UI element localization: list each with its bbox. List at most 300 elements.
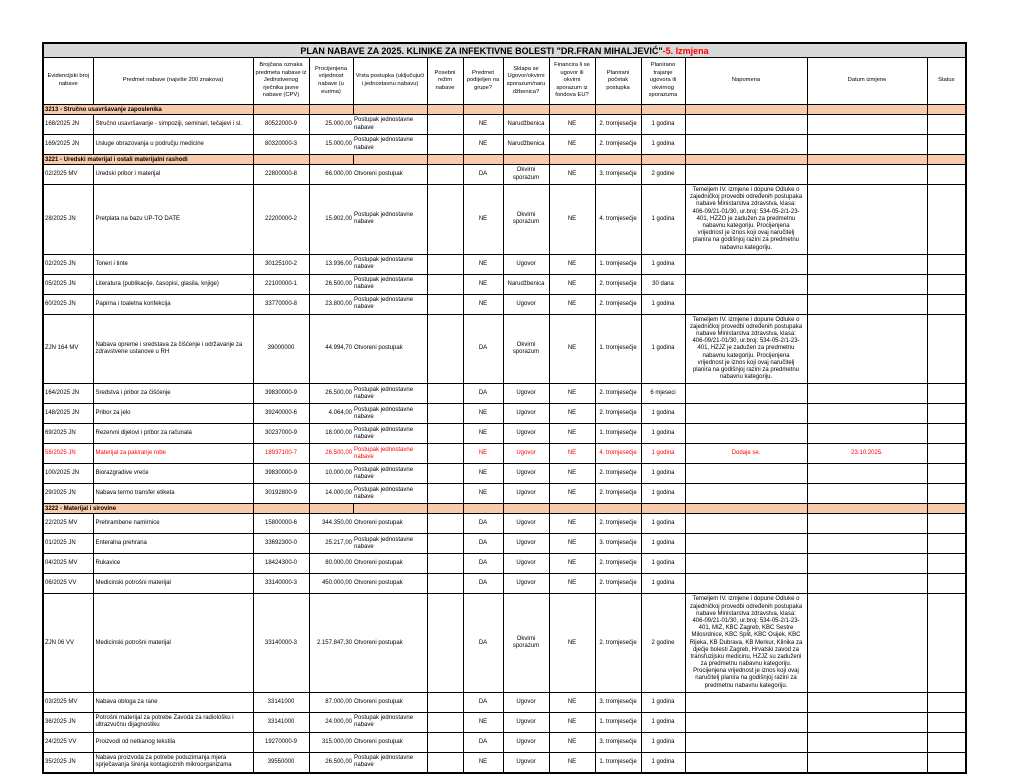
column-header: Posebni režim nabave [427,58,463,105]
section-cell [685,105,807,115]
cell-predmet: Uredski pribor i materijal [93,165,253,185]
cell-trajanje: 1 godina [641,534,685,554]
table-row [43,115,966,135]
page-title-main: PLAN NABAVE ZA 2025. KLINIKE ZA INFEKTIVNE BOLESTI "DR.FRAN MIHALJEVIĆ" [300,45,663,56]
cell-cpv: 30125100-2 [253,254,309,274]
cell-id: 05/2025 JN [43,274,93,294]
section-cell [807,105,927,115]
cell-eu: NE [549,135,595,155]
cell-trajanje: 1 godina [641,464,685,484]
section-cell [503,155,549,165]
cell-status [927,115,966,135]
cell-vrsta: Otvoreni postupak [353,554,427,574]
cell-trajanje: 2 godine [641,165,685,185]
cell-id: 58/2025 JN [43,444,93,464]
cell-cpv: 18424300-0 [253,554,309,574]
cell-rezim [427,294,463,314]
cell-trajanje: 2 godine [641,594,685,692]
cell-id: ZJN 06 VV [43,594,93,692]
cell-vrijednost: 2.157.847,30 [309,594,353,692]
cell-id: ZJN 164 MV [43,314,93,384]
cell-grupe: NE [463,444,503,464]
cell-pocetak: 3. tromjesečje [595,692,641,712]
cell-status [927,484,966,504]
cell-predmet: Toneri i tinte [93,254,253,274]
cell-rezim [427,594,463,692]
cell-id: 02/2025 JN [43,254,93,274]
column-header: Planirano trajanje ugovora ili okvirnog sporazuma [641,58,685,105]
cell-predmet: Stručno usavršavanje - simpoziji, seminari, tečajevi i sl. [93,115,253,135]
section-cell [595,504,641,514]
cell-status [927,732,966,752]
cell-cpv: 39830000-9 [253,384,309,404]
cell-sklapa: Ugovor [503,514,549,534]
cell-vrsta: Postupak jednostavne nabave [353,464,427,484]
cell-eu: NE [549,404,595,424]
cell-datum [807,135,927,155]
cell-cpv: 30192800-9 [253,484,309,504]
cell-id: 03/2025 MV [43,692,93,712]
section-cell [595,105,641,115]
cell-trajanje: 6 mjeseci [641,384,685,404]
cell-datum [807,752,927,773]
section-cell [253,155,309,165]
cell-napomena [685,534,807,554]
cell-rezim [427,712,463,732]
cell-id: 36/2025 JN [43,712,93,732]
section-cell [549,155,595,165]
cell-datum: 23.10.2025. [807,444,927,464]
cell-rezim [427,115,463,135]
cell-cpv: 22200000-2 [253,185,309,255]
cell-napomena: Dodaje se. [685,444,807,464]
cell-datum [807,574,927,594]
cell-vrsta: Otvoreni postupak [353,514,427,534]
cell-status [927,274,966,294]
cell-sklapa: Ugovor [503,254,549,274]
cell-grupe: DA [463,384,503,404]
cell-status [927,574,966,594]
cell-vrsta: Postupak jednostavne nabave [353,274,427,294]
cell-vrsta: Postupak jednostavne nabave [353,384,427,404]
cell-sklapa: Ugovor [503,424,549,444]
table-row [43,692,966,712]
cell-id: 04/2025 MV [43,554,93,574]
section-cell [503,504,549,514]
cell-datum [807,554,927,574]
section-cell [463,504,503,514]
cell-datum [807,274,927,294]
table-row [43,404,966,424]
cell-datum [807,314,927,384]
cell-trajanje: 1 godina [641,554,685,574]
cell-napomena [685,384,807,404]
cell-id: 69/2025 JN [43,424,93,444]
cell-id: 100/2025 JN [43,464,93,484]
cell-predmet: Nabava opreme i sredstava za čišćenje i održavanje za zdravstvene ustanove u RH [93,314,253,384]
cell-vrijednost: 26.500,00 [309,752,353,773]
cell-id: 02/2025 MV [43,165,93,185]
cell-grupe: NE [463,484,503,504]
cell-trajanje: 1 godina [641,444,685,464]
cell-status [927,254,966,274]
cell-vrsta: Postupak jednostavne nabave [353,115,427,135]
cell-eu: NE [549,484,595,504]
cell-eu: NE [549,752,595,773]
cell-pocetak: 1. tromjesečje [595,314,641,384]
cell-trajanje: 1 godina [641,185,685,255]
cell-datum [807,384,927,404]
cell-vrijednost: 26.500,00 [309,274,353,294]
cell-vrsta: Postupak jednostavne nabave [353,752,427,773]
cell-sklapa: Ugovor [503,752,549,773]
cell-predmet: Nabava obloga za rane [93,692,253,712]
cell-predmet: Potrošni materijal za potrebe Zavoda za radiološku i ultrazvučnu dijagnostiku [93,712,253,732]
cell-rezim [427,274,463,294]
cell-pocetak: 2. tromjesečje [595,135,641,155]
cell-napomena [685,484,807,504]
cell-vrsta: Postupak jednostavne nabave [353,424,427,444]
table-row [43,254,966,274]
cell-id: 164/2025 JN [43,384,93,404]
cell-vrijednost: 315.000,00 [309,732,353,752]
cell-cpv: 15800000-6 [253,514,309,534]
cell-pocetak: 2. tromjesečje [595,294,641,314]
table-row [43,484,966,504]
cell-pocetak: 2. tromjesečje [595,404,641,424]
cell-cpv: 33692300-0 [253,534,309,554]
cell-sklapa: Ugovor [503,404,549,424]
cell-cpv: 33770000-8 [253,294,309,314]
section-cell [309,155,353,165]
cell-cpv: 39000000 [253,314,309,384]
cell-napomena [685,115,807,135]
cell-napomena: Temeljem IV. izmjene i dopune Odluke o zajedničkoj provedbi određenih postupaka nabave Ministarstva zdravstva, klasa: 406-09/21-01/30, ur.broj: 534-05-2/1-23-401, HZZO je zadužen za predmetnu nabavnu kategoriju. Procijenjena vrijednost je iznos koji ovaj naručitelj planira na godišnjoj razini za predmetnu nabavnu kategoriju. [685,185,807,255]
cell-sklapa: Ugovor [503,384,549,404]
cell-sklapa: Ugovor [503,712,549,732]
cell-sklapa: Okvirni sporazum [503,165,549,185]
column-header: Planirani početak postupka [595,58,641,105]
cell-rezim [427,424,463,444]
section-cell [353,105,427,115]
cell-grupe: DA [463,574,503,594]
cell-pocetak: 2. tromjesečje [595,464,641,484]
cell-sklapa: Okvirni sporazum [503,594,549,692]
cell-rezim [427,732,463,752]
cell-napomena [685,712,807,732]
cell-status [927,314,966,384]
column-header: Financira li se ugovor ili okvirni sporazum iz fondova EU? [549,58,595,105]
cell-datum [807,424,927,444]
cell-vrijednost: 13.936,00 [309,254,353,274]
table-row [43,752,966,773]
cell-napomena [685,165,807,185]
cell-rezim [427,752,463,773]
cell-vrijednost: 26.500,00 [309,444,353,464]
cell-trajanje: 1 godina [641,115,685,135]
column-header: Brojčana oznaka predmeta nabave iz Jedinstvenog rječnika javne nabave (CPV) [253,58,309,105]
column-header: Predmet nabave (najviše 200 znakova) [93,58,253,105]
section-cell [641,105,685,115]
section-row [43,105,966,115]
cell-cpv: 39550000 [253,752,309,773]
cell-status [927,464,966,484]
table-row [43,444,966,464]
cell-datum [807,712,927,732]
table-row [43,135,966,155]
section-cell [595,155,641,165]
title-row [43,43,966,58]
cell-predmet: Materijal za pakiranje robe [93,444,253,464]
cell-eu: NE [549,185,595,255]
cell-pocetak: 2. tromjesečje [595,554,641,574]
cell-status [927,384,966,404]
cell-sklapa: Narudžbenica [503,274,549,294]
cell-datum [807,464,927,484]
cell-status [927,752,966,773]
cell-trajanje: 1 godina [641,294,685,314]
section-cell [685,504,807,514]
document-page [42,42,967,774]
cell-pocetak: 1. tromjesečje [595,752,641,773]
cell-rezim [427,514,463,534]
cell-predmet: Prehrambene namirnice [93,514,253,534]
column-header: Sklapa se Ugovor/okvirni sporazum/narudžbenica? [503,58,549,105]
cell-eu: NE [549,314,595,384]
cell-grupe: NE [463,274,503,294]
column-header: Predmet podijeljen na grupe? [463,58,503,105]
cell-cpv: 33140000-3 [253,594,309,692]
cell-napomena [685,514,807,534]
cell-grupe: NE [463,115,503,135]
cell-datum [807,254,927,274]
cell-grupe: DA [463,534,503,554]
section-row [43,155,966,165]
cell-vrijednost: 26.500,00 [309,384,353,404]
section-cell [427,105,463,115]
table-row [43,384,966,404]
table-row [43,732,966,752]
cell-trajanje: 1 godina [641,404,685,424]
cell-trajanje: 1 godina [641,254,685,274]
section-cell [463,105,503,115]
cell-vrijednost: 66.000,00 [309,165,353,185]
section-cell [253,105,309,115]
cell-vrsta: Postupak jednostavne nabave [353,484,427,504]
cell-grupe: DA [463,692,503,712]
cell-pocetak: 1. tromjesečje [595,254,641,274]
cell-grupe: NE [463,712,503,732]
cell-vrsta: Otvoreni postupak [353,732,427,752]
cell-status [927,444,966,464]
cell-cpv: 18937100-7 [253,444,309,464]
cell-datum [807,484,927,504]
cell-grupe: DA [463,514,503,534]
cell-napomena [685,274,807,294]
cell-trajanje: 1 godina [641,692,685,712]
section-cell [807,504,927,514]
cell-vrsta: Postupak jednostavne nabave [353,294,427,314]
cell-rezim [427,444,463,464]
cell-vrsta: Postupak jednostavne nabave [353,135,427,155]
cell-eu: NE [549,115,595,135]
cell-cpv: 80522000-9 [253,115,309,135]
cell-pocetak: 2. tromjesečje [595,514,641,534]
cell-id: 22/2025 MV [43,514,93,534]
cell-vrijednost: 15.000,00 [309,135,353,155]
cell-vrijednost: 23.800,00 [309,294,353,314]
cell-predmet: Rukavice [93,554,253,574]
cell-napomena: Temeljem IV. izmjene i dopune Odluke o zajedničkoj provedbi određenih postupaka nabave Ministarstva zdravstva, klasa: 406-09/21-01/30, ur.broj: 534-05-2/1-23-401, HZJZ je zadužen za predmetnu nabavnu kategoriju. Procijenjena vrijednost je iznos koji ovaj naručitelj planira na godišnjoj razini za predmetnu nabavnu kategoriju. [685,314,807,384]
cell-vrijednost: 15.902,00 [309,185,353,255]
cell-status [927,424,966,444]
section-cell [641,504,685,514]
cell-grupe: DA [463,732,503,752]
cell-eu: NE [549,424,595,444]
cell-cpv: 33140000-3 [253,574,309,594]
section-label: 3222 - Materijal i sirovine [43,504,253,514]
cell-grupe: NE [463,752,503,773]
cell-trajanje: 30 dana [641,274,685,294]
cell-trajanje: 1 godina [641,484,685,504]
cell-rezim [427,554,463,574]
cell-id: 28/2025 JN [43,185,93,255]
cell-cpv: 33141000 [253,692,309,712]
section-cell [927,155,966,165]
section-row [43,504,966,514]
cell-cpv: 39830000-9 [253,464,309,484]
cell-eu: NE [549,464,595,484]
cell-status [927,554,966,574]
cell-vrsta: Postupak jednostavne nabave [353,254,427,274]
cell-grupe: DA [463,554,503,574]
cell-datum [807,692,927,712]
cell-vrsta: Otvoreni postupak [353,574,427,594]
cell-vrijednost: 87.000,00 [309,692,353,712]
table-row [43,294,966,314]
table-row [43,514,966,534]
cell-id: 24/2025 VV [43,732,93,752]
cell-sklapa: Narudžbenica [503,135,549,155]
cell-eu: NE [549,294,595,314]
cell-predmet: Pribor za jelo [93,404,253,424]
cell-napomena [685,692,807,712]
cell-predmet: Rezervni dijelovi i pribor za računala [93,424,253,444]
column-header: Procijenjena vrijednost nabave (u eurima) [309,58,353,105]
column-header: Vrsta postupka (uključujući i jednostavnu nabavu) [353,58,427,105]
cell-rezim [427,185,463,255]
column-header: Status [927,58,966,105]
cell-pocetak: 2. tromjesečje [595,484,641,504]
section-cell [353,155,427,165]
table-row [43,534,966,554]
cell-predmet: Medicinski potrošni materijal [93,594,253,692]
cell-pocetak: 2. tromjesečje [595,574,641,594]
cell-id: 35/2025 JN [43,752,93,773]
section-cell [427,155,463,165]
table-row [43,574,966,594]
cell-napomena [685,404,807,424]
section-cell [309,504,353,514]
cell-trajanje: 1 godina [641,712,685,732]
cell-pocetak: 2. tromjesečje [595,274,641,294]
section-cell [463,155,503,165]
column-header: Evidencijski broj nabave [43,58,93,105]
cell-sklapa: Ugovor [503,554,549,574]
cell-rezim [427,692,463,712]
cell-sklapa: Ugovor [503,464,549,484]
cell-vrijednost: 450.000,00 [309,574,353,594]
cell-eu: NE [549,444,595,464]
section-cell [503,105,549,115]
table-row [43,554,966,574]
cell-pocetak: 1. tromjesečje [595,712,641,732]
section-cell [927,504,966,514]
section-cell [685,155,807,165]
cell-vrijednost: 18.000,00 [309,424,353,444]
cell-cpv: 30237000-9 [253,424,309,444]
cell-vrsta: Otvoreni postupak [353,314,427,384]
cell-datum [807,404,927,424]
table-row [43,185,966,255]
cell-grupe: NE [463,254,503,274]
cell-grupe: DA [463,594,503,692]
cell-grupe: NE [463,404,503,424]
cell-eu: NE [549,384,595,404]
cell-eu: NE [549,692,595,712]
cell-rezim [427,165,463,185]
cell-status [927,712,966,732]
cell-datum [807,534,927,554]
cell-eu: NE [549,274,595,294]
cell-napomena [685,732,807,752]
cell-datum [807,115,927,135]
cell-pocetak: 4. tromjesečje [595,444,641,464]
cell-sklapa: Ugovor [503,484,549,504]
cell-status [927,165,966,185]
table-row [43,712,966,732]
cell-sklapa: Okvirni sporazum [503,185,549,255]
cell-napomena [685,135,807,155]
cell-vrijednost: 344.350,00 [309,514,353,534]
section-label: 3221 - Uredski materijal i ostali materijalni rashodi [43,155,253,165]
cell-predmet: Nabava termo transfer etiketa [93,484,253,504]
cell-datum [807,732,927,752]
cell-grupe: DA [463,165,503,185]
cell-eu: NE [549,732,595,752]
cell-datum [807,594,927,692]
cell-eu: NE [549,712,595,732]
cell-vrijednost: 24.000,00 [309,712,353,732]
cell-vrijednost: 14.000,00 [309,484,353,504]
cell-status [927,294,966,314]
cell-id: 148/2025 JN [43,404,93,424]
cell-pocetak: 2. tromjesečje [595,115,641,135]
cell-eu: NE [549,594,595,692]
cell-sklapa: Ugovor [503,574,549,594]
cell-rezim [427,135,463,155]
page-title [43,43,966,58]
cell-vrijednost: 10.000,00 [309,464,353,484]
cell-cpv: 22800000-8 [253,165,309,185]
cell-eu: NE [549,574,595,594]
cell-vrijednost: 25.000,00 [309,115,353,135]
cell-pocetak: 1. tromjesečje [595,424,641,444]
section-cell [927,105,966,115]
cell-pocetak: 2. tromjesečje [595,594,641,692]
cell-rezim [427,384,463,404]
table-row [43,594,966,692]
